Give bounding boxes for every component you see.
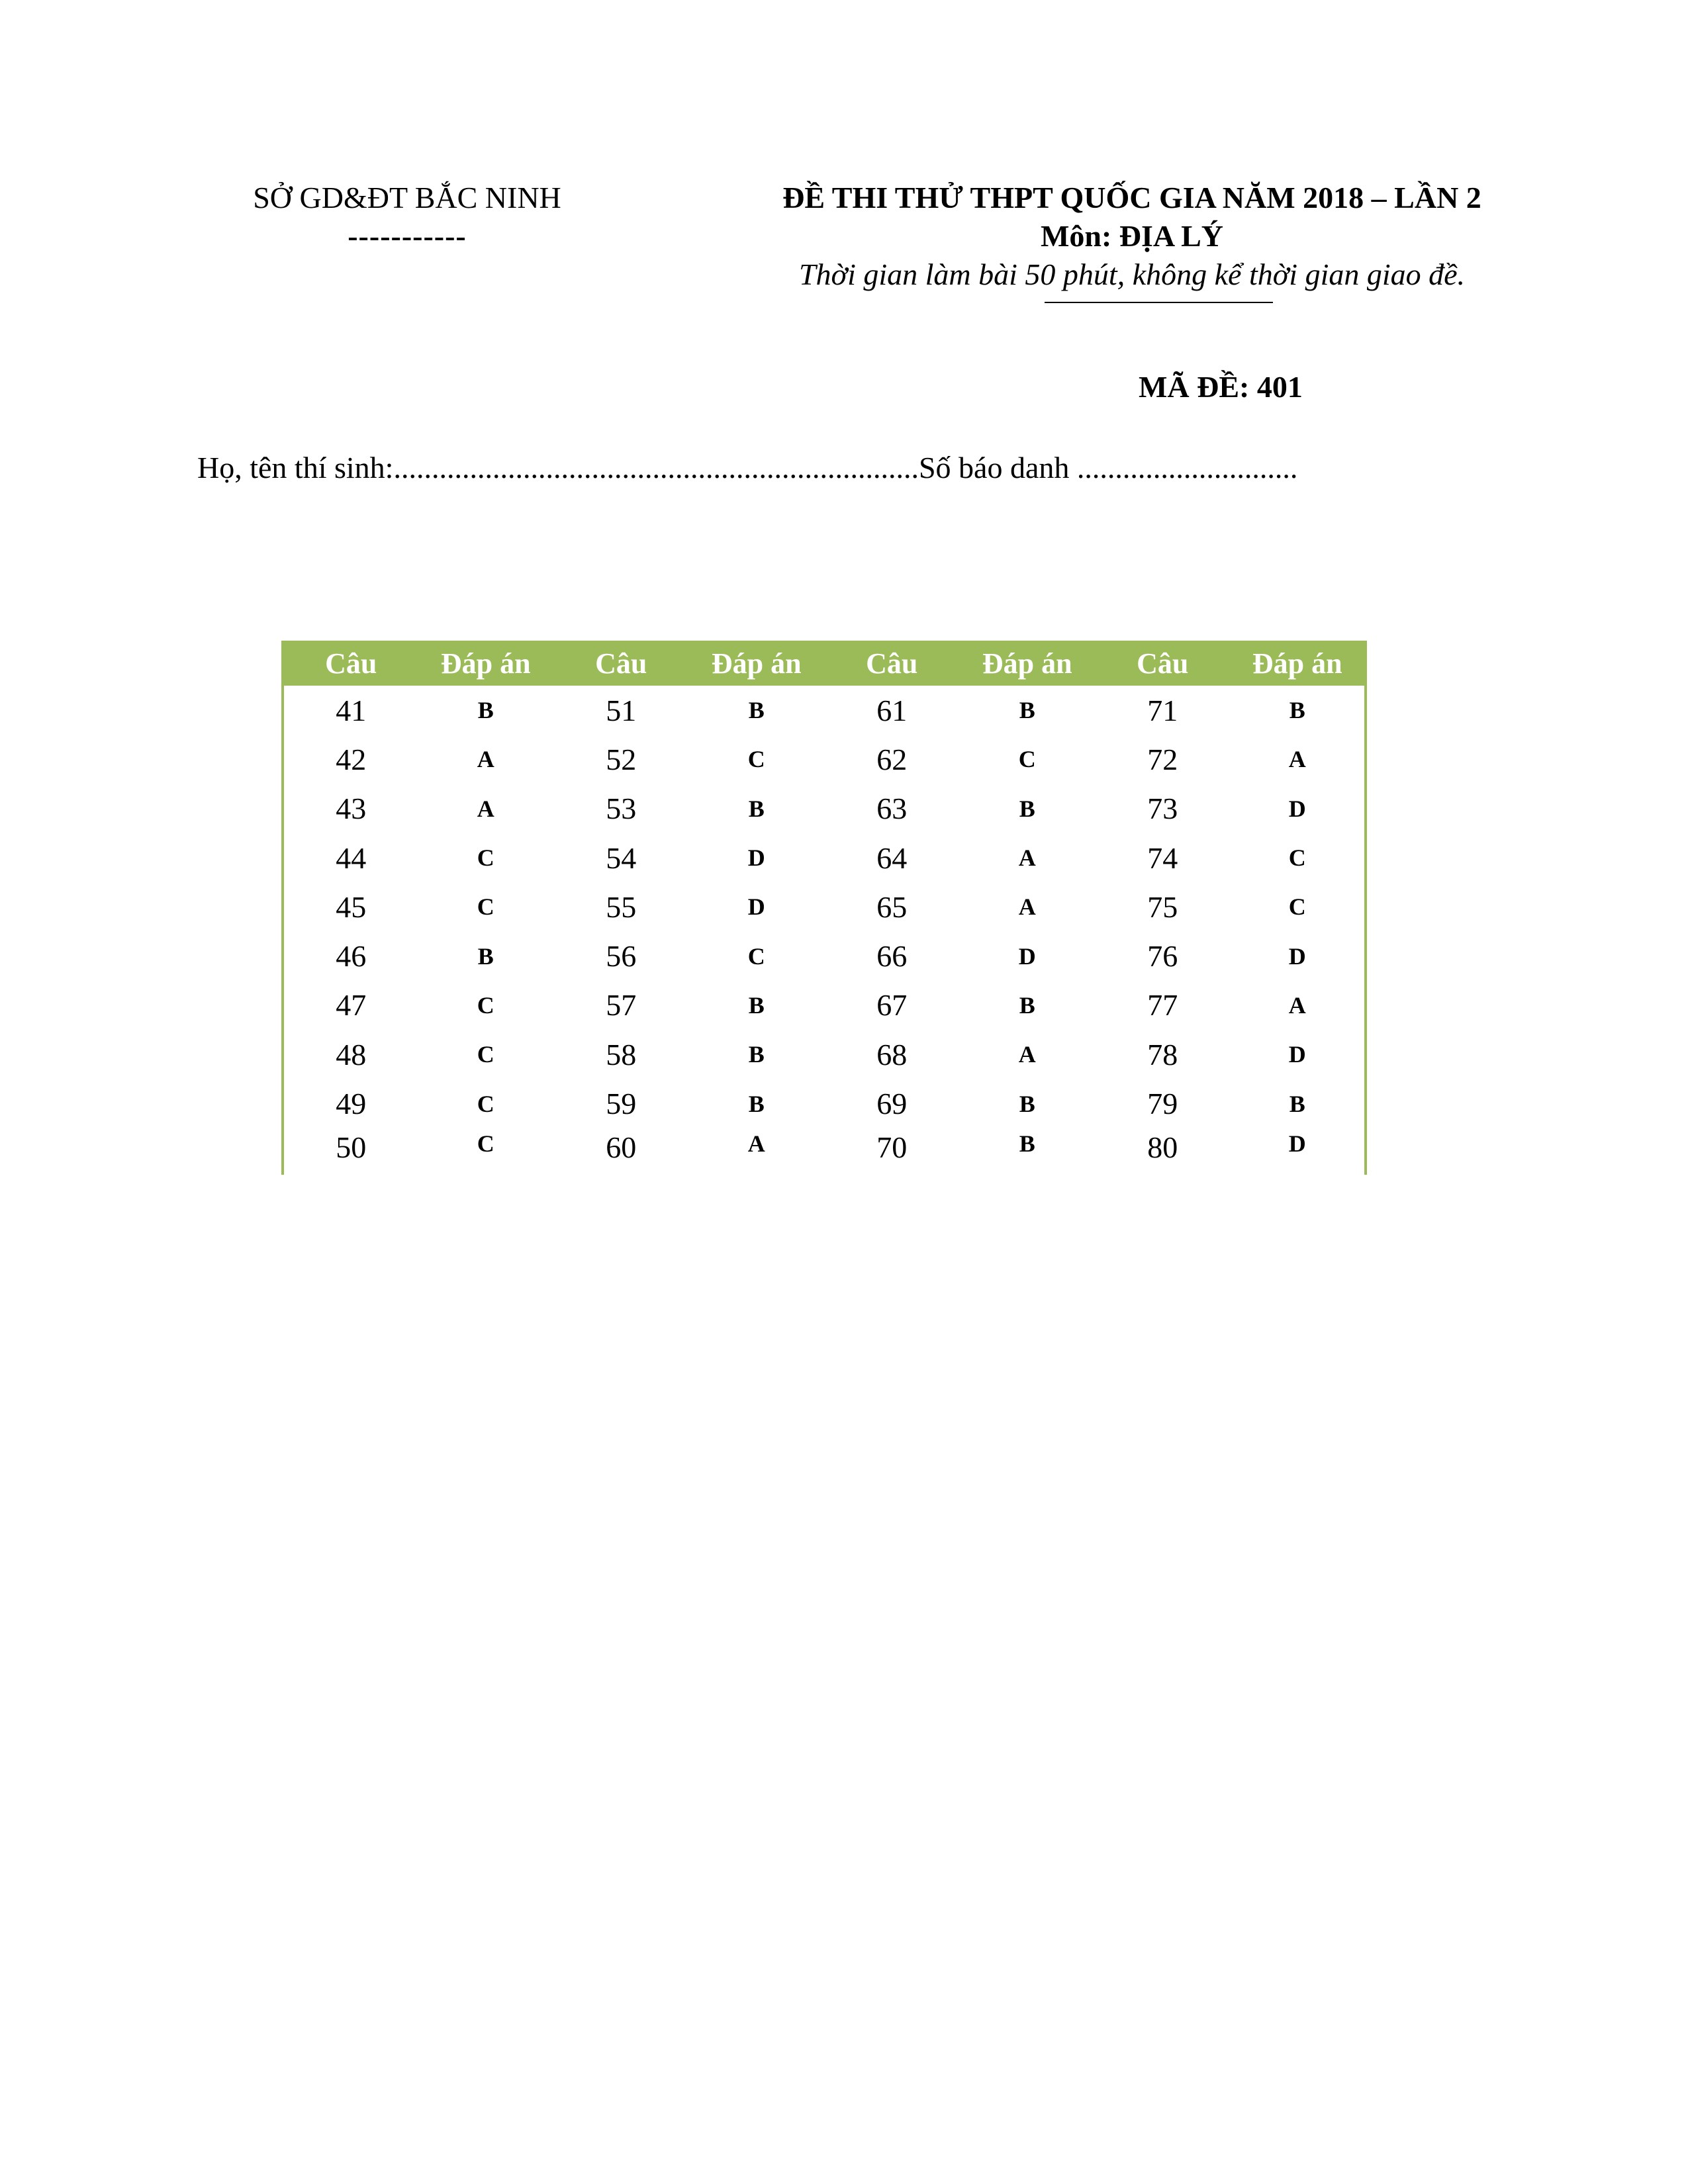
answer-cell: C (1288, 844, 1306, 872)
question-number-cell: 75 (1147, 889, 1178, 924)
header-cell-question: Câu (1095, 641, 1231, 686)
answer-cell: C (1018, 746, 1036, 773)
question-number-cell: 72 (1147, 742, 1178, 776)
question-number-cell: 62 (876, 742, 908, 776)
header-cell-answer: Đáp án (1231, 641, 1366, 686)
answer-cell: C (477, 991, 494, 1019)
header-left (172, 179, 642, 255)
table-row (283, 784, 1366, 833)
answer-cell: D (1288, 942, 1306, 970)
answer-cell: A (1018, 1041, 1036, 1068)
question-number-cell: 64 (876, 841, 908, 875)
question-number-cell: 51 (606, 693, 637, 727)
answer-cell: A (747, 1130, 765, 1157)
question-number-cell: 58 (606, 1037, 637, 1071)
answer-cell: C (477, 1041, 494, 1068)
question-number-cell: 59 (606, 1087, 637, 1121)
table-row (283, 882, 1366, 931)
answer-cell: D (1288, 795, 1306, 822)
table-row (283, 981, 1366, 1030)
exam-title: ĐỀ THI THỬ THPT QUỐC GIA NĂM 2018 – LẦN 2 (782, 181, 1481, 214)
answer-cell: B (1019, 697, 1035, 724)
header-cell-answer: Đáp án (960, 641, 1096, 686)
answer-cell: C (477, 1090, 494, 1117)
answer-cell: C (747, 942, 765, 970)
question-number-cell: 65 (876, 889, 908, 924)
table-row (283, 1030, 1366, 1079)
candidate-info-line: Họ, tên thí sinh:.....................................................................Số báo danh ............................. (197, 451, 1298, 484)
table-row (283, 1079, 1366, 1128)
answer-cell: C (747, 746, 765, 773)
answer-cell: C (477, 893, 494, 921)
question-number-cell: 44 (336, 841, 367, 875)
question-number-cell: 54 (606, 841, 637, 875)
question-number-cell: 56 (606, 939, 637, 974)
table-row (283, 686, 1366, 735)
answer-cell: D (747, 844, 765, 872)
department-name: SỞ GD&ĐT BẮC NINH (253, 181, 561, 214)
question-number-cell: 49 (336, 1087, 367, 1121)
answer-cell: B (748, 991, 765, 1019)
answer-cell: C (477, 1130, 494, 1157)
answer-cell: C (1288, 893, 1306, 921)
exam-duration: Thời gian làm bài 50 phút, không kể thời gian giao đề. (798, 257, 1466, 291)
department-dashes: ----------- (348, 219, 467, 253)
answer-cell: A (1018, 893, 1036, 921)
question-number-cell: 43 (336, 792, 367, 826)
answer-cell: A (477, 746, 494, 773)
header-divider (1045, 302, 1273, 303)
question-number-cell: 48 (336, 1037, 367, 1071)
answer-cell: A (477, 795, 494, 822)
header-cell-question: Câu (553, 641, 689, 686)
question-number-cell: 50 (336, 1130, 367, 1164)
question-number-cell: 77 (1147, 988, 1178, 1023)
header-cell-answer: Đáp án (689, 641, 825, 686)
table-row (283, 735, 1366, 784)
question-number-cell: 66 (876, 939, 908, 974)
answer-cell: B (1019, 1090, 1035, 1117)
question-number-cell: 42 (336, 742, 367, 776)
answer-cell: A (1288, 991, 1306, 1019)
question-number-cell: 52 (606, 742, 637, 776)
answer-cell: D (1288, 1041, 1306, 1068)
question-number-cell: 69 (876, 1087, 908, 1121)
question-number-cell: 79 (1147, 1087, 1178, 1121)
question-number-cell: 78 (1147, 1037, 1178, 1071)
question-number-cell: 55 (606, 889, 637, 924)
question-number-cell: 61 (876, 693, 908, 727)
answer-cell: D (1288, 1130, 1306, 1157)
answer-cell: A (1018, 844, 1036, 872)
answer-cell: D (747, 893, 765, 921)
answer-cell: B (1019, 991, 1035, 1019)
question-number-cell: 68 (876, 1037, 908, 1071)
table-row (283, 931, 1366, 980)
question-number-cell: 80 (1147, 1130, 1178, 1164)
question-number-cell: 57 (606, 988, 637, 1023)
answer-cell: B (1289, 697, 1305, 724)
question-number-cell: 53 (606, 792, 637, 826)
table-row (283, 1128, 1366, 1175)
answer-cell: B (748, 697, 765, 724)
question-number-cell: 63 (876, 792, 908, 826)
header-right (741, 179, 1523, 303)
answer-cell: B (748, 795, 765, 822)
answer-cell: B (477, 697, 494, 724)
answer-cell: B (748, 1041, 765, 1068)
answer-cell: B (748, 1090, 765, 1117)
question-number-cell: 70 (876, 1130, 908, 1164)
question-number-cell: 71 (1147, 693, 1178, 727)
answer-cell: B (1289, 1090, 1305, 1117)
header-cell-question: Câu (283, 641, 418, 686)
answer-cell: D (1018, 942, 1036, 970)
question-number-cell: 47 (336, 988, 367, 1023)
table-row (283, 833, 1366, 882)
answer-cell: C (477, 844, 494, 872)
question-number-cell: 60 (606, 1130, 637, 1164)
question-number-cell: 74 (1147, 841, 1178, 875)
question-number-cell: 67 (876, 988, 908, 1023)
question-number-cell: 73 (1147, 792, 1178, 826)
answer-cell: B (1019, 1130, 1035, 1157)
answer-cell: A (1288, 746, 1306, 773)
answer-table-body (283, 686, 1366, 1175)
answer-cell: B (1019, 795, 1035, 822)
header-cell-answer: Đáp án (418, 641, 554, 686)
question-number-cell: 76 (1147, 939, 1178, 974)
question-number-cell: 45 (336, 889, 367, 924)
exam-subject: Môn: ĐỊA LÝ (1040, 219, 1224, 253)
answer-key-table (281, 641, 1367, 1175)
table-header-row (283, 641, 1366, 686)
question-number-cell: 41 (336, 693, 367, 727)
exam-code: MÃ ĐỀ: 401 (1139, 370, 1303, 404)
answer-cell: B (477, 942, 494, 970)
header-cell-question: Câu (824, 641, 960, 686)
question-number-cell: 46 (336, 939, 367, 974)
